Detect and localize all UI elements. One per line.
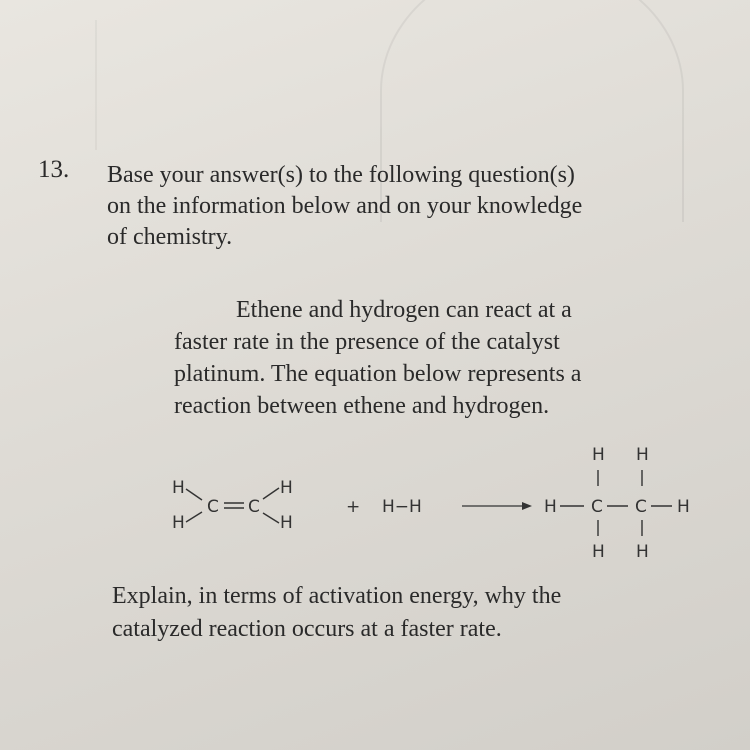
chemical-equation [160,440,720,570]
ethene-h-bottom-right: H [280,513,293,533]
question-intro [107,160,707,253]
intro-line-2: on the information below and on your knowledge [107,193,583,219]
plus-sign: + [346,497,361,517]
ethane-h-bottom-1: H [592,542,605,562]
ethene-h-top-right: H [280,478,293,498]
bond-h-c-bottom-left [186,512,202,522]
reaction-arrow-head [522,502,532,510]
ethane-h-left: H [544,497,557,517]
question-number: 13. [38,156,70,183]
ethene-carbon-right: C [248,497,260,517]
equation-diagram [160,440,720,570]
ethane-carbon-1: C [591,497,603,517]
ethene-carbon-left: C [207,497,219,517]
bond-c-h-top-right [263,488,279,499]
ethane-h-top-1: H [592,445,605,465]
ethane-h-bottom-2: H [636,542,649,562]
hydrogen-molecule: H−H [382,497,422,517]
passage-line-1: Ethene and hydrogen can react at a [236,297,572,323]
passage-line-3: platinum. The equation below represents a [174,361,582,387]
ethene-structure [172,478,293,533]
question-line-1: Explain, in terms of activation energy, why the [112,583,562,609]
intro-line-1: Base your answer(s) to the following question(s) [107,162,575,188]
question-prompt [112,580,692,646]
intro-line-3: of chemistry. [107,224,233,250]
ethane-h-right: H [677,497,690,517]
ethene-h-bottom-left: H [172,513,185,533]
ethane-carbon-2: C [635,497,647,517]
ethane-structure [544,445,690,562]
passage-line-2: faster rate in the presence of the catalyst [174,329,560,355]
question-line-2: catalyzed reaction occurs at a faster rate. [112,616,502,642]
passage-line-4: reaction between ethene and hydrogen. [174,393,550,419]
information-passage [174,294,694,422]
ethane-h-top-2: H [636,445,649,465]
ethene-h-top-left: H [172,478,185,498]
bond-h-c-top-left [186,489,202,500]
background-faint-mark [95,20,157,150]
bond-c-h-bottom-right [263,513,279,523]
